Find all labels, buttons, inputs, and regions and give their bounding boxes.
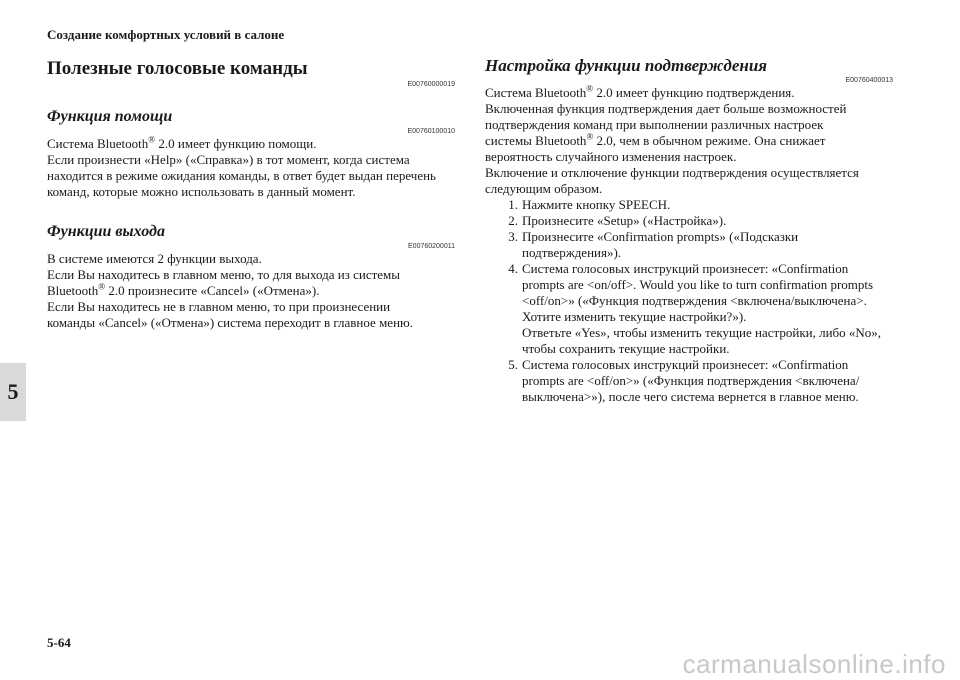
step-line: выключена>»), после чего система вернется в главное меню. <box>522 389 859 404</box>
exit-line-5: команды «Cancel» («Отмена») система переходит в главное меню. <box>47 315 413 330</box>
intro-line-4: системы Bluetooth® 2.0, чем в обычном режиме. Она снижает <box>485 131 826 148</box>
confirmation-heading: Настройка функции подтверждения <box>485 56 768 75</box>
step-line: чтобы сохранить текущие настройки. <box>522 341 730 356</box>
step-line: подтверждения»). <box>522 245 622 260</box>
intro-line-7: следующим образом. <box>485 181 603 196</box>
exit-line-4: Если Вы находитесь не в главном меню, то при произнесении <box>47 299 391 314</box>
help-line-1: Система Bluetooth® 2.0 имеет функцию помощи. <box>47 134 317 151</box>
list-item <box>485 213 893 229</box>
right-column <box>485 50 893 405</box>
watermark: carmanualsonline.info <box>682 649 946 679</box>
step-number: 4. <box>508 261 518 276</box>
section-code: E00760000019 <box>407 81 455 88</box>
help-line-4: команд, которые можно использовать в данный момент. <box>47 184 356 199</box>
step-line: Ответьте «Yes», чтобы изменить текущие настройки, либо «No», <box>522 325 882 340</box>
help-line-3: находится в режиме ожидания команды, в ответ будет выдан перечень <box>47 168 436 183</box>
step-line: prompts are <on/off>. Would you like to turn confirmation prompts <box>522 277 874 292</box>
step-number: 1. <box>508 197 518 212</box>
exit-heading: Функции выхода <box>47 223 165 240</box>
chapter-tab <box>0 363 26 421</box>
running-header: Создание комфортных условий в салоне <box>47 27 285 42</box>
help-heading: Функция помощи <box>47 108 173 125</box>
step-number: 5. <box>508 357 518 372</box>
help-code: E00760100010 <box>407 128 455 135</box>
help-line-2: Если произнести «Help» («Справка») в тот момент, когда система <box>47 152 410 167</box>
list-item <box>485 197 893 213</box>
list-item <box>485 261 893 357</box>
steps-list <box>485 197 893 405</box>
exit-line-1: В системе имеются 2 функции выхода. <box>47 251 262 266</box>
step-line: Произнесите «Setup» («Настройка»). <box>522 213 727 228</box>
intro-line-6: Включение и отключение функции подтверждения осуществляется <box>485 165 859 180</box>
step-number: 2. <box>508 213 518 228</box>
intro-line-1: Система Bluetooth® 2.0 имеет функцию подтверждения. <box>485 83 795 100</box>
chapter-number: 5 <box>7 379 19 404</box>
step-line: <off/on>» («Функция подтверждения <включена/выключена>. <box>522 293 867 308</box>
exit-line-3: Bluetooth® 2.0 произнесите «Cancel» («Отмена»). <box>47 281 320 298</box>
section-title: Полезные голосовые команды <box>47 58 308 79</box>
step-number: 3. <box>508 229 518 244</box>
step-line: Система голосовых инструкций произнесет: «Confirmation <box>522 261 849 276</box>
exit-line-2: Если Вы находитесь в главном меню, то для выхода из системы <box>47 267 400 282</box>
intro-line-5: вероятность случайного изменения настроек. <box>485 149 737 164</box>
list-item <box>485 357 893 405</box>
intro-line-2: Включенная функция подтверждения дает больше возможностей <box>485 101 847 116</box>
left-column <box>47 50 455 331</box>
exit-code: E00760200011 <box>408 243 455 250</box>
step-line: Произнесите «Confirmation prompts» («Подсказки <box>522 229 799 244</box>
step-line: Хотите изменить текущие настройки?»). <box>522 309 747 324</box>
page-number: 5-64 <box>47 635 71 650</box>
step-line: prompts are <off/on>» («Функция подтверждения <включена/ <box>522 373 860 388</box>
confirmation-code: E00760400013 <box>845 77 893 84</box>
list-item <box>485 229 893 261</box>
intro-line-3: подтверждения команд при выполнении различных настроек <box>485 117 824 132</box>
step-line: Нажмите кнопку SPEECH. <box>522 197 671 212</box>
step-line: Система голосовых инструкций произнесет: «Confirmation <box>522 357 849 372</box>
